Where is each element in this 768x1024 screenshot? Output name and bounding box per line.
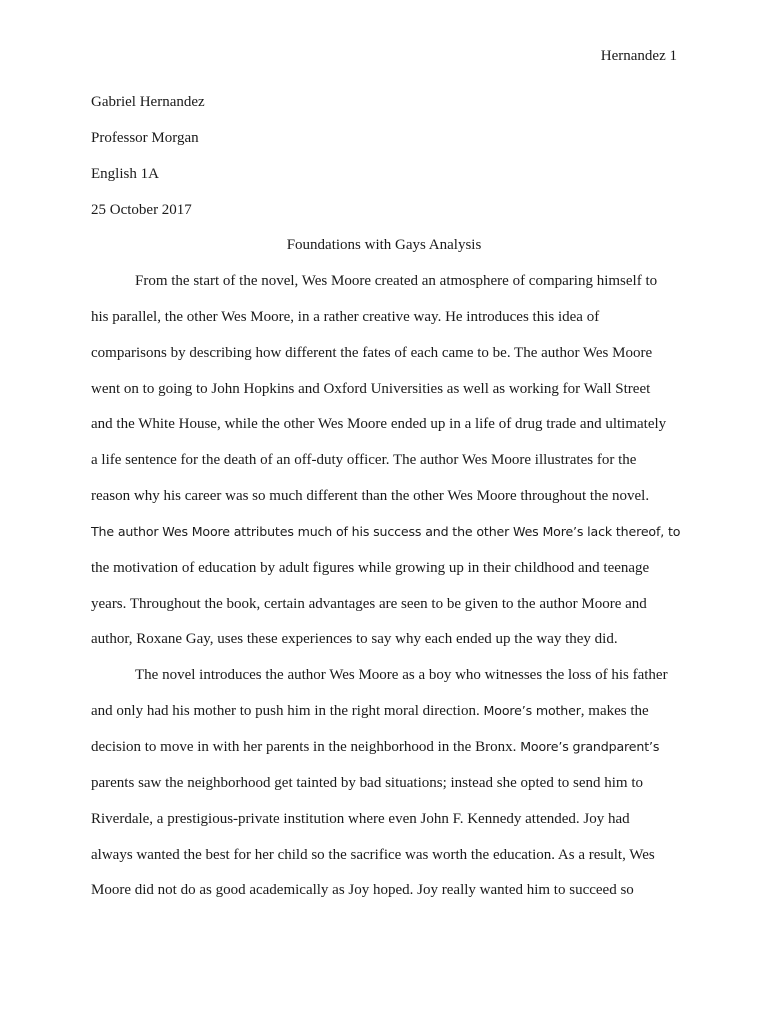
essay-date: 25 October 2017 [91, 202, 192, 218]
body-line: his parallel, the other Wes Moore, in a rather creative way. He introduces this idea of [91, 308, 600, 325]
body-line: a life sentence for the death of an off-duty officer. The author Wes Moore illustrates for the [91, 452, 637, 469]
body-line: Riverdale, a prestigious-private institution where even John F. Kennedy attended. Joy had [91, 810, 630, 827]
body-line: parents saw the neighborhood get tainted by bad situations; instead she opted to send him to [91, 774, 643, 791]
body-line: From the start of the novel, Wes Moore created an atmosphere of comparing himself to [135, 273, 658, 289]
body-line-segment: Moore’s mother [479, 703, 581, 719]
professor-name: Professor Morgan [91, 130, 199, 146]
body-line: and the White House, while the other Wes Moore ended up in a life of drug trade and ultimately [91, 416, 667, 433]
running-header: Hernandez 1 [600, 48, 677, 64]
essay-body [91, 271, 681, 916]
body-line: always wanted the best for her child so the sacrifice was worth the education. As a result, Wes [91, 846, 655, 863]
body-line-segment: decision to move in with her parents in the neighborhood in the Bronx. [91, 738, 517, 755]
course-name: English 1A [91, 166, 159, 182]
body-line [91, 701, 681, 721]
body-line: Moore did not do as good academically as Joy hoped. Joy really wanted him to succeed so [91, 882, 634, 899]
body-line: went on to going to John Hopkins and Oxford Universities as well as working for Wall Street [91, 380, 651, 397]
mla-heading [91, 92, 677, 236]
body-line-segment: , makes the [580, 703, 649, 720]
body-line: reason why his career was so much different than the other Wes Moore throughout the novel. [91, 488, 650, 505]
essay-title: Foundations with Gays Analysis [286, 237, 482, 253]
body-line: The author Wes Moore attributes much of his success and the other Wes More’s lack thereof, to [91, 523, 681, 539]
body-line [91, 737, 681, 757]
body-line: author, Roxane Gay, uses these experiences to say why each ended up the way they did. [91, 631, 618, 648]
body-line-segment: Moore’s grandparent’s [516, 738, 660, 754]
student-name: Gabriel Hernandez [91, 94, 205, 110]
body-line: years. Throughout the book, certain advantages are seen to be given to the author Moore and [91, 595, 647, 612]
body-line-segment: and only had his mother to push him in the right moral direction. [91, 703, 480, 720]
body-line: comparisons by describing how different the fates of each came to be. The author Wes Moore [91, 344, 653, 361]
body-line: The novel introduces the author Wes Moore as a boy who witnesses the loss of his father [135, 667, 668, 684]
body-line: the motivation of education by adult figures while growing up in their childhood and teenage [91, 559, 650, 576]
